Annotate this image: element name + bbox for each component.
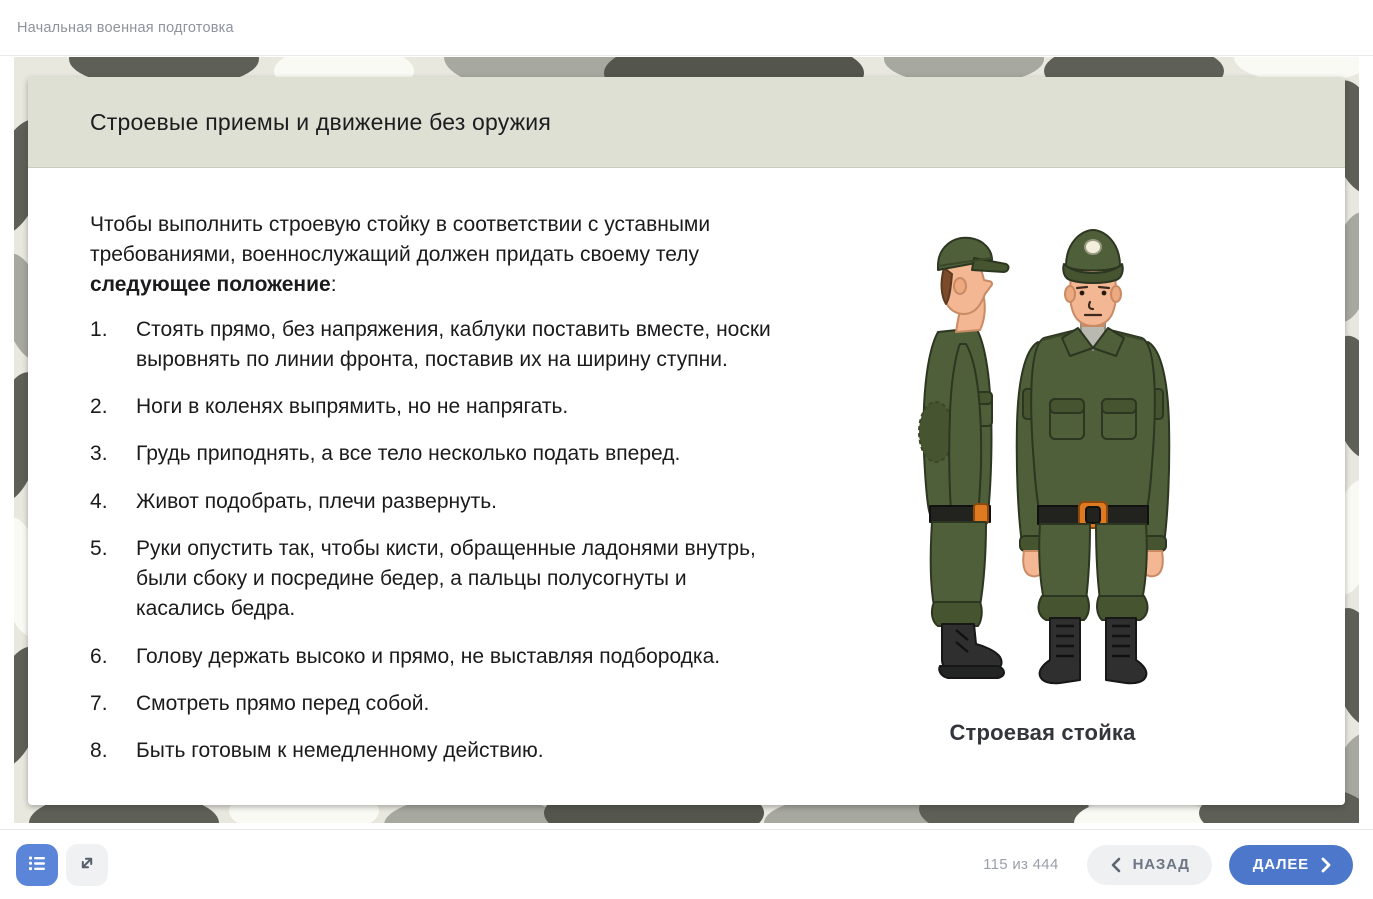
- intro-paragraph: [90, 210, 780, 301]
- top-bar: [0, 0, 1373, 56]
- figure-column: [780, 210, 1305, 783]
- next-button[interactable]: [1229, 845, 1353, 885]
- back-button[interactable]: [1087, 845, 1212, 885]
- drill-steps-list: [90, 315, 780, 767]
- soldiers-illustration: [878, 214, 1208, 694]
- list-item: Ноги в коленях выпрямить, но не напрягать.: [136, 395, 569, 419]
- back-button-label: НАЗАД: [1132, 856, 1190, 873]
- fullscreen-button[interactable]: [66, 844, 108, 886]
- player-footer: [0, 829, 1373, 899]
- list-item: Грудь приподнять, а все тело несколько подать вперед.: [136, 442, 681, 466]
- fullscreen-icon: [77, 853, 97, 876]
- slide-title: Строевые приемы и движение без оружия: [90, 108, 552, 135]
- list-item: Живот подобрать, плечи развернуть.: [136, 489, 498, 513]
- page-counter: 115 из 444: [983, 856, 1059, 873]
- slide-stage: [14, 57, 1359, 823]
- next-button-label: ДАЛЕЕ: [1252, 856, 1309, 873]
- toc-button[interactable]: [16, 844, 58, 886]
- slide-text-column: [90, 210, 780, 783]
- figure-caption: Строевая стойка: [949, 720, 1136, 745]
- chevron-left-icon: [1109, 857, 1123, 873]
- slide-card: [28, 77, 1345, 805]
- list-item: Стоять прямо, без напряжения, каблуки поставить вместе, носки выровнять по линии фронта, поставив их на ширину ступни.: [136, 317, 771, 371]
- list-item: Голову держать высоко и прямо, не выставляя подбородка.: [136, 644, 721, 668]
- list-item: Смотреть прямо перед собой.: [136, 691, 430, 715]
- intro-text: Чтобы выполнить строевую стойку в соответствии с уставными требованиями, военнослужащий должен придать своему телу: [90, 213, 711, 267]
- toc-icon: [27, 853, 47, 876]
- list-item: Быть готовым к немедленному действию.: [136, 739, 544, 763]
- intro-bold-text: следующее положение: [90, 273, 331, 297]
- slide-body: [28, 168, 1345, 783]
- intro-colon: :: [330, 273, 337, 297]
- course-title: Начальная военная подготовка: [17, 19, 234, 36]
- slide-header: [28, 77, 1345, 168]
- list-item: Руки опустить так, чтобы кисти, обращенные ладонями внутрь, были сбоку и посредине бедер, а пальцы полусогнуты и касались бедра.: [136, 536, 756, 621]
- chevron-right-icon: [1319, 857, 1333, 873]
